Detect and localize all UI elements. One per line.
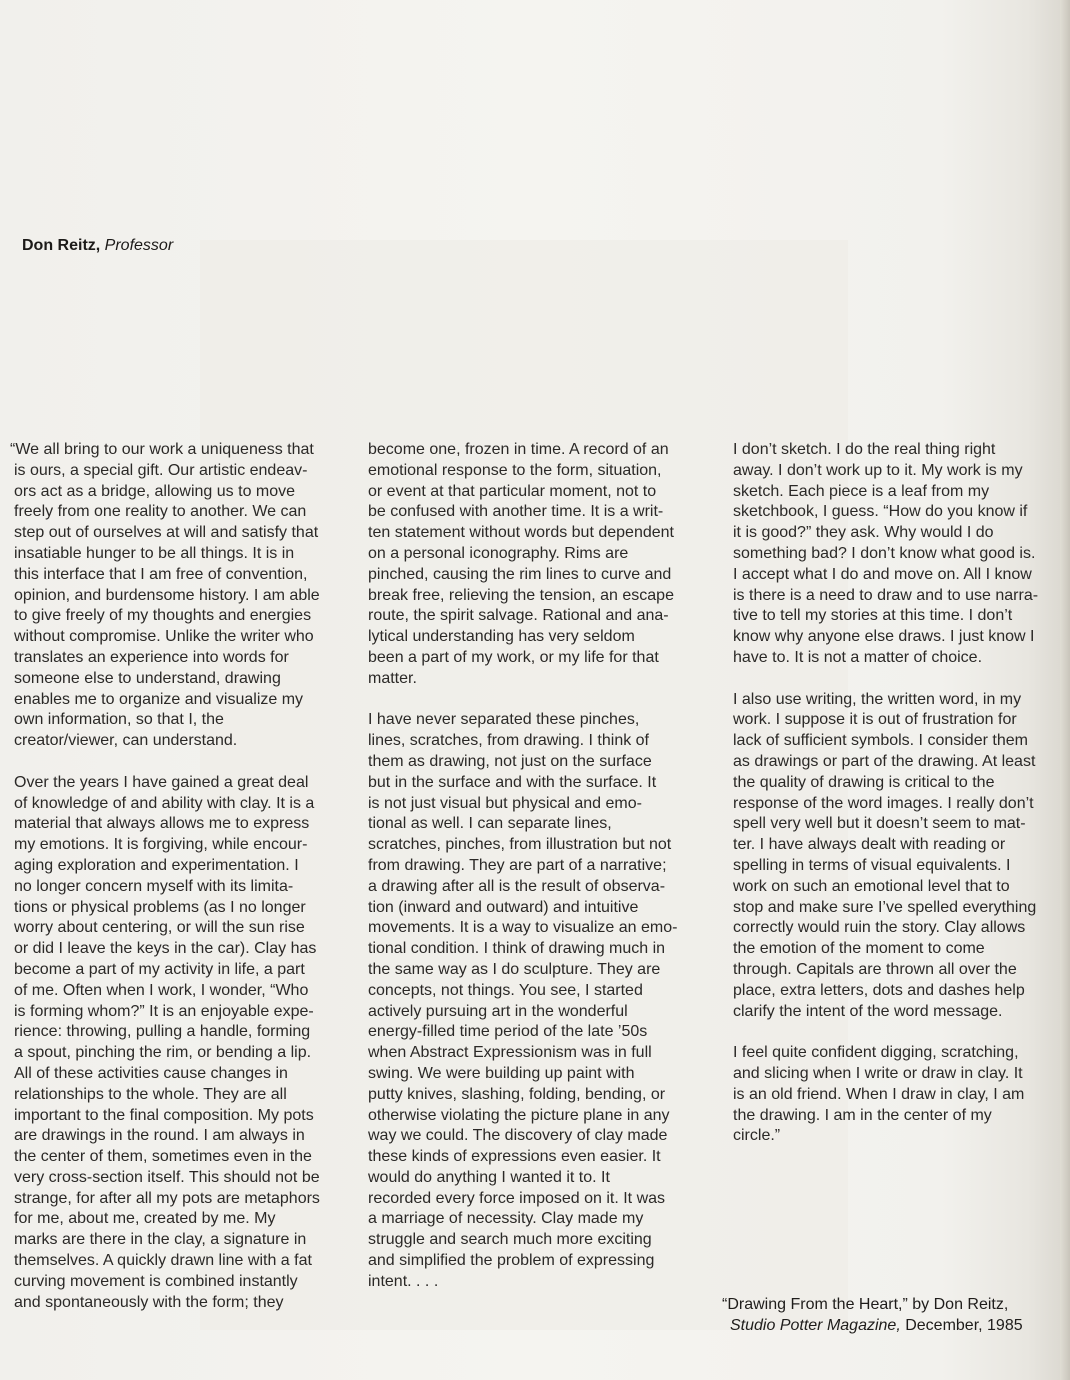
citation-title-line: “Drawing From the Heart,” by Don Reitz,	[722, 1296, 1009, 1313]
essay-paragraph: I feel quite confident digging, scratching, and slicing when I write or draw in clay. It is an old friend. When I draw in clay, I am the drawing. I am in the center of my circle.”	[733, 1044, 1025, 1145]
citation-magazine: Studio Potter Magazine,	[730, 1317, 901, 1334]
author-title: Professor	[104, 237, 174, 254]
essay-paragraph: Over the years I have gained a great deal of knowledge of and ability with clay. It is a material that always allows me to express my emotions. It is forgiving, while encour- aging exploration and experimentation. I no longer concern myself with its limita- tions or physical problems (as I no longer worry about centering, or will the sun rise or did I leave the keys in the car). Clay has become a part of my activity in life, a part of me. Often when I work, I wonder, “Who is forming whom?” It is an enjoyable expe- rience: throwing, pulling a handle, forming a spout, pinching the rim, or bending a lip. All of these activities cause changes in relationships to the whole. They are all important to the final composition. My pots are drawings in the round. I am always in the center of them, sometimes even in the very cross-section itself. This should not be strange, for after all my pots are metaphors for me, about me, created by me. My marks are there in the clay, a signature in themselves. A quickly drawn line with a fat curving movement is combined instantly and spontaneously with the form; they	[14, 773, 320, 1311]
author-byline	[22, 237, 173, 255]
essay-column-3	[733, 440, 1063, 1147]
essay-column-1	[10, 440, 354, 1313]
essay-paragraph: I also use writing, the written word, in my work. I suppose it is out of frustration for lack of sufficient symbols. I consider them as drawings or part of the drawing. At least the quality of drawing is critical to the response of the word images. I really don’t spell very well but it doesn’t seem to mat- ter. I have always dealt with reading or spelling in terms of visual equivalents. I work on such an emotional level that to stop and make sure I’ve spelled everything correctly would ruin the story. Clay allows the emotion of the moment to come through. Capitals are thrown all over the place, extra letters, dots and dashes help clarify the intent of the word message.	[733, 690, 1037, 1020]
author-name: Don Reitz,	[22, 237, 101, 254]
essay-paragraph: I don’t sketch. I do the real thing right away. I don’t work up to it. My work is my sketch. Each piece is a leaf from my sketchbook, I guess. “How do you know if it is good?” they ask. Why would I do something bad? I don’t know what good is. I accept what I do and move on. All I know is there is a need to draw and to use narra- tive to tell my stories at this time. I don’t know why anyone else draws. I just know I have to. It is not a matter of choice.	[733, 441, 1039, 666]
essay-column-2	[368, 440, 713, 1293]
source-citation	[722, 1294, 1023, 1336]
essay-paragraph: “We all bring to our work a uniqueness that is ours, a special gift. Our artistic endeav- ors act as a bridge, allowing us to move freely from one reality to another. We can step out of ourselves at will and satisfy that insatiable hunger to be all things. It is in this interface that I am free of convention, opinion, and burdensome history. I am able to give freely of my thoughts and energies without compromise. Unlike the writer who translates an experience into words for someone else to understand, drawing enables me to organize and visualize my own information, so that I, the creator/viewer, can understand.	[10, 441, 320, 750]
essay-paragraph: I have never separated these pinches, lines, scratches, from drawing. I think of them as drawing, not just on the surface but in the surface and with the surface. It is not just visual but physical and emo- tional as well. I can separate lines, scratches, pinches, from illustration but not from drawing. They are part of a narrative; a drawing after all is the result of observa- tion (inward and outward) and intuitive movements. It is a way to visualize an emo- tional condition. I think of drawing much in the same way as I do sculpture. They are concepts, not things. You see, I started actively pursuing art in the wonderful energy-filled time period of the late ’50s when Abstract Expressionism was in full swing. We were building up paint with putty knives, slashing, folding, bending, or otherwise violating the picture plane in any way we could. The discovery of clay made these kinds of expressions even easier. It would do anything I wanted it to. It recorded every force imposed on it. It was a marriage of necessity. Clay made my struggle and search much more exciting and simplified the problem of expressing intent. . . .	[368, 711, 678, 1290]
citation-source-line	[722, 1315, 1023, 1336]
essay-paragraph: become one, frozen in time. A record of an emotional response to the form, situation, or event at that particular moment, not to be confused with another time. It is a writ- ten statement without words but dependent on a personal iconography. Rims are pinched, causing the rim lines to curve and break free, relieving the tension, an escape route, the spirit salvage. Rational and ana- lytical understanding has very seldom been a part of my work, or my life for that matter.	[368, 441, 674, 687]
citation-date: December, 1985	[905, 1317, 1023, 1334]
